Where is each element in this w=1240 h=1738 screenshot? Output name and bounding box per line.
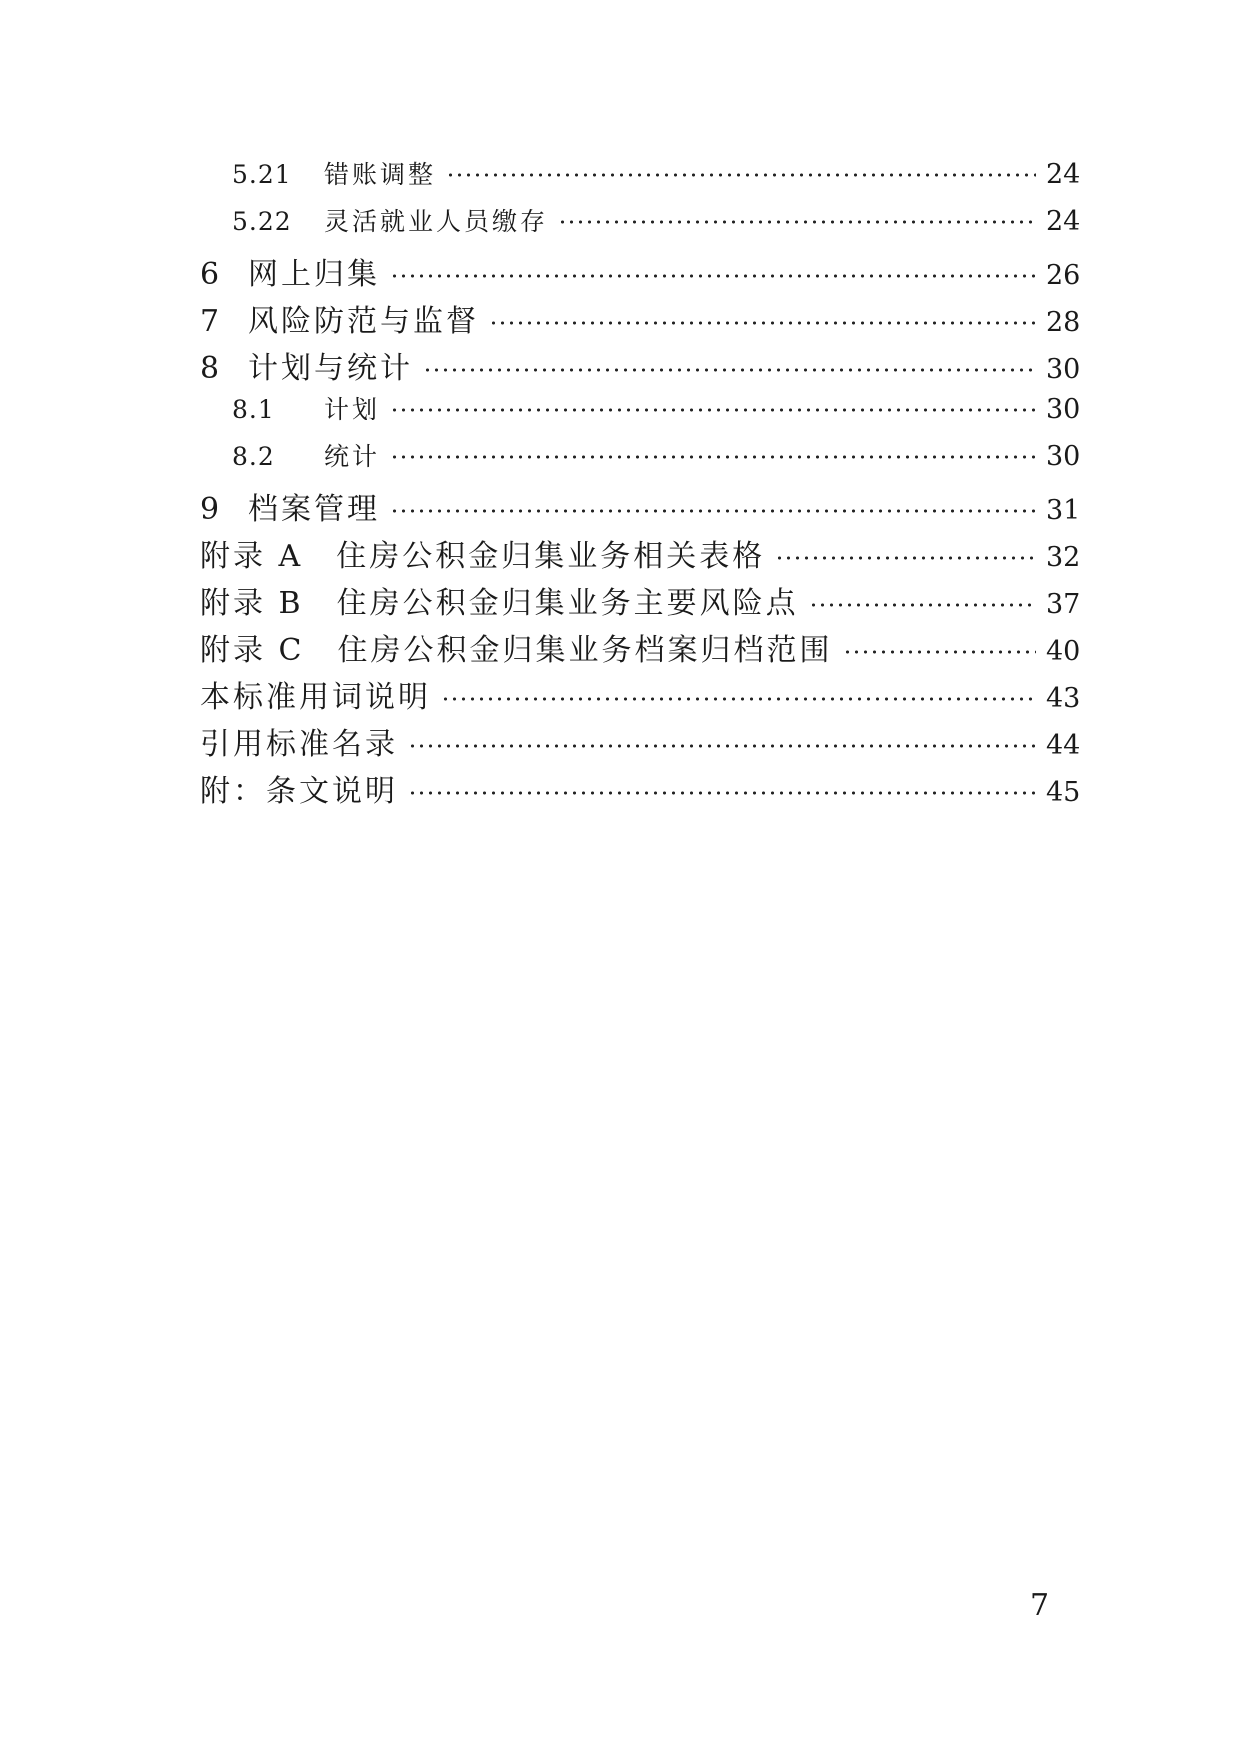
toc-entry-page: 30 <box>1046 354 1081 385</box>
dot-leader <box>390 455 1036 459</box>
table-of-contents <box>200 155 1080 813</box>
toc-entry-number: 5.22 <box>232 207 292 236</box>
toc-entry[interactable] <box>200 437 1080 484</box>
toc-entry-page: 44 <box>1046 730 1081 761</box>
toc-entry-number: 8.1 <box>232 395 275 424</box>
dot-leader <box>775 556 1036 560</box>
toc-entry[interactable] <box>200 766 1080 813</box>
toc-entry[interactable] <box>200 578 1080 625</box>
toc-entry[interactable] <box>200 343 1080 390</box>
dot-leader <box>390 408 1036 412</box>
toc-entry-title: 计划与统计 <box>248 351 413 386</box>
toc-entry-page: 37 <box>1046 589 1081 620</box>
toc-entry[interactable] <box>200 202 1080 249</box>
toc-entry[interactable] <box>200 155 1080 202</box>
toc-entry[interactable] <box>200 625 1080 672</box>
dot-leader <box>390 509 1036 513</box>
toc-entry-page: 31 <box>1046 495 1081 526</box>
toc-entry[interactable] <box>200 531 1080 578</box>
toc-entry-number: 9 <box>200 492 221 527</box>
toc-entry-number: 8 <box>200 351 221 386</box>
dot-leader <box>423 368 1036 372</box>
dot-leader <box>489 321 1036 325</box>
page-number: 7 <box>1030 1588 1050 1623</box>
toc-entry-page: 30 <box>1046 394 1081 425</box>
toc-entry-page: 43 <box>1046 683 1081 714</box>
dot-leader <box>446 173 1036 177</box>
toc-entry[interactable] <box>200 249 1080 296</box>
toc-entry-title: 档案管理 <box>248 492 380 527</box>
dot-leader <box>408 791 1036 795</box>
dot-leader <box>558 220 1036 224</box>
toc-entry-title: 引用标准名录 <box>200 727 398 762</box>
toc-entry[interactable] <box>200 672 1080 719</box>
toc-entry-number: 5.21 <box>232 160 292 189</box>
toc-entry-title: 灵活就业人员缴存 <box>324 207 549 236</box>
toc-entry-page: 40 <box>1046 636 1081 667</box>
toc-entry-page: 30 <box>1046 441 1081 472</box>
toc-entry-page: 26 <box>1046 260 1081 291</box>
dot-leader <box>390 274 1036 278</box>
toc-entry-page: 24 <box>1046 159 1081 190</box>
toc-entry-title: 统计 <box>324 442 381 471</box>
dot-leader <box>441 697 1036 701</box>
toc-entry[interactable] <box>200 719 1080 766</box>
toc-entry-number: 6 <box>200 257 221 292</box>
toc-entry-page: 32 <box>1046 542 1081 573</box>
dot-leader <box>843 650 1037 654</box>
dot-leader <box>809 603 1036 607</box>
toc-entry-title: 计划 <box>324 395 381 424</box>
toc-entry-title: 附：条文说明 <box>200 774 398 809</box>
toc-entry-title: 网上归集 <box>248 257 380 292</box>
toc-entry-page: 28 <box>1046 307 1081 338</box>
toc-entry-title: 风险防范与监督 <box>248 304 479 339</box>
toc-entry[interactable] <box>200 390 1080 437</box>
toc-entry-title: 附录 A 住房公积金归集业务相关表格 <box>200 539 766 574</box>
toc-entry[interactable] <box>200 296 1080 343</box>
toc-entry-page: 45 <box>1046 777 1081 808</box>
toc-entry-number: 7 <box>200 304 221 339</box>
toc-entry-title: 错账调整 <box>324 160 437 189</box>
toc-entry-title: 本标准用词说明 <box>200 680 431 715</box>
toc-entry-page: 24 <box>1046 206 1081 237</box>
toc-entry-title: 附录 B 住房公积金归集业务主要风险点 <box>200 586 799 621</box>
toc-entry-title: 附录 C 住房公积金归集业务档案归档范围 <box>200 633 833 668</box>
dot-leader <box>408 744 1036 748</box>
toc-entry-number: 8.2 <box>232 442 275 471</box>
toc-entry[interactable] <box>200 484 1080 531</box>
